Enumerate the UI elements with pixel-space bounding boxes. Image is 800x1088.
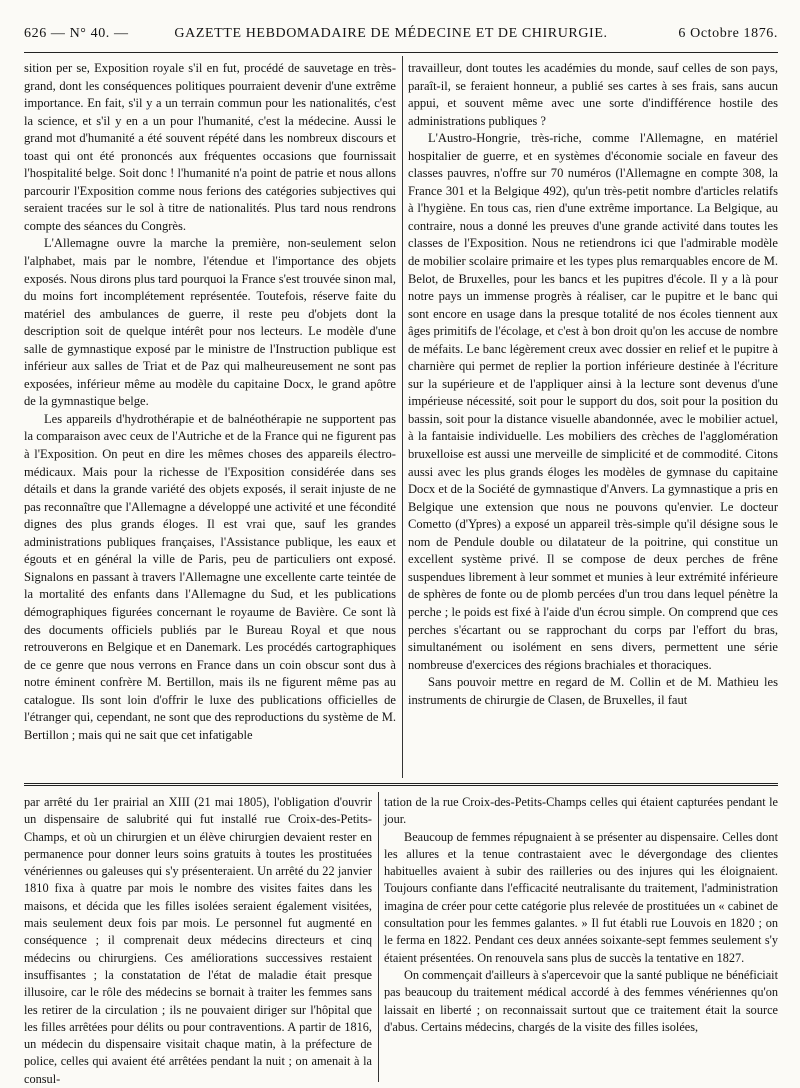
paragraph: On commençait d'ailleurs à s'apercevoir que la santé publique ne bénéficiait pas beaucoup du traitement médical accordé à des femmes vénériennes qu'on laissait en liberté ; on reconnaissait surtout que ce traitement était la source d'abus. Certains médecins, chargés de la visite des filles isolées,: [384, 967, 778, 1034]
column-divider: [378, 792, 379, 1082]
upper-right-column: [408, 60, 778, 709]
paragraph: Sans pouvoir mettre en regard de M. Collin et de M. Mathieu les instruments de chirurgie de Clasen, de Bruxelles, il faut: [408, 675, 778, 707]
page-header: [24, 26, 778, 48]
lower-right-column: [384, 794, 778, 1036]
paragraph: travailleur, dont toutes les académies du monde, sauf celles de son pays, paraît-il, se feraient honneur, a publié ses cartes à ses frais, sans aucun appui, et souvent même avec une sorte d'indifférence hostile des administrations publiques ?: [408, 61, 778, 128]
journal-title: GAZETTE HEBDOMADAIRE DE MÉDECINE ET DE CHIRURGIE.: [174, 26, 608, 41]
page-number: 626 — N° 40. —: [24, 26, 129, 41]
paragraph: L'Allemagne ouvre la marche la première, non-seulement selon l'alphabet, mais par le nombre, l'étendue et l'importance des objets exposés. Nous dirons plus tard pourquoi la France s'est trouvée sinon mal, du moins fort incomplétement représentée. Toutefois, réserve faite du matériel des ambulances de guerre, il reste peu d'objets dont la description soit de quelque intérêt pour nos lecteurs. Le modèle d'une salle de gymnastique exposé par le ministre de l'Instruction publique est inférieur aux salles de Triat et de Paz qui malheureusement ne sont pas exposées, inférieur même au modèle du capitaine Docx, le grand apôtre de la gymnastique belge.: [24, 236, 396, 409]
header-rule: [24, 52, 778, 53]
paragraph: sition per se, Exposition royale s'il en fut, procédé de sauvetage en très-grand, dont les conséquences politiques pourraient devenir d'une extrême importance. En fait, s'il y a un terrain commun pour les nationalités, c'est la science, et s'il y en a un pour l'humanité, c'est la médecine. Aussi le grand mot d'humanité a été souvent répété dans les nombreux discours et toast qui ont été prononcés aux fréquentes occasions que fournissait l'hospitalité belge. Soit donc ! l'humanité n'a point de patrie et nous allons parcourir l'Exposition comme nous ferions des catégories subjectives qui seraient tracées sur le sol à titre de nationalités. Plus tard nous rendrons compte des séances du Congrès.: [24, 61, 396, 233]
paragraph: Les appareils d'hydrothérapie et de balnéothérapie ne supportent pas la comparaison avec ceux de l'Autriche et de la France qui ne figurent pas à l'Exposition. On peut en dire les mêmes choses des appareils électro-médicaux. Mais pour la richesse de l'Exposition considérée dans ses détails et dans la grande variété des objets exposés, il serait injuste de ne pas reconnaître que l'Allemagne a développé une activité et une fécondité dignes des plus grands éloges. Il est vrai que, sauf les grandes administrations publiques françaises, l'Assistance publique, les eaux et égouts et en général la ville de Paris, peu de particuliers ont exposé. Signalons en passant à travers l'Allemagne une excellente carte teintée de la mortalité des enfants dans l'Allemagne du Sud, et les publications démographiques figurées concernant le royaume de Bavière. Ce sont là des documents officiels publiés par le Bureau Royal et que nous retrouverons en Belgique et en Danemark. Les procédés cartographiques de ce genre que nous verrons en France dans un coin obscur sont dus à notre éminent confrère M. Bertillon, mais ils ne figurent même pas au catalogue. Ils sont loin d'offrir le luxe des publications officielles de l'étranger qui, cependant, ne sont que des reproductions du système de M. Bertillon ; mais qui ne sait que cet infatigable: [24, 411, 396, 742]
paragraph: tation de la rue Croix-des-Petits-Champs celles qui étaient capturées pendant le jour.: [384, 795, 778, 827]
paragraph: L'Austro-Hongrie, très-riche, comme l'Allemagne, en matériel hospitalier de guerre, et en systèmes d'économie sociale en faveur des classes pauvres, n'offre sur 70 numéros (l'Allemagne en compte 308, la France 301 et la Belgique 492), qu'un très-petit nombre d'articles relatifs à l'hygiène. En tous cas, rien d'une extrême importance. La Belgique, au contraire, nous a donné les preuves d'une grande activité dans toutes les classes de l'Exposition. Nous ne retiendrons ici que l'admirable modèle de mobilier scolaire primaire et les types plus remarquables encore de M. Belot, de Bruxelles, pour les bancs et les pupitres d'école. Il y a là pour notre pays un immense progrès à réaliser, car le pupitre et le banc qui sont encore en usage dans la presque totalité de nos écoles tiennent aux âges primitifs de l'écolage, et c'est à bon droit qu'on les accuse de nombre de méfaits. Le banc légèrement creux avec dossier en relief et le pupitre à charnière qui permet de replier la portion inférieure destinée à l'écriture sur la supérieure et de l'appliquer ainsi à la lecture sont devenus d'une impérieuse nécessité, soit pour le support du dos, soit pour la position du bassin, soit pour la distance visuelle abandonnée, avec le mobilier actuel, à la fantaisie individuelle. Les mobiliers des crèches de l'agglomération bruxelloise est aussi une merveille de simplicité et de commodité. Citons aussi avec les plus grands éloges les modèles de gymnase du capitaine Docx et de la Société de gymnastique d'Anvers. La gymnastique a pris en Belgique une extension que nous ne pouvons qu'envier. Le docteur Cometto (d'Ypres) a exposé un appareil très-simple qu'il désigne sous le nom de Pendule double ou dilatateur de la poitrine, qui constitue un excellent système privé. Il se compose de deux perches de frêne suspendues librement à leur sommet et munies à leur extrémité inférieure de sphères de fonte ou de plomb percées d'un trou dans lequel pénètre la perche ; le poids est fixé à l'aide d'un écrou simple. On comprend que ces perches s'écartant ou se rapprochant du corps par l'effort du bras, simultanément ou isolément en sens divers, permettent une série nombreuse d'exercices des régions brachiales et thoraciques.: [408, 131, 778, 672]
issue-date: 6 Octobre 1876.: [678, 26, 778, 41]
paragraph: par arrêté du 1er prairial an XIII (21 mai 1805), l'obligation d'ouvrir un dispensaire de salubrité qui fut installé rue Croix-des-Petits-Champs, et où un chirurgien et un élève chirurgien devaient rester en permanence pour donner leurs soins gratuits à toutes les prostituées vénériennes ou galeuses qui s'y présenteraient. Un arrêté du 22 janvier 1810 fixa à quatre par mois le nombre des visites faites dans les maisons, et décida que les filles isolées seraient également visitées, mais seulement deux fois par mois. Le personnel fut augmenté en conséquence ; il comprenait deux médecins directeurs et cinq médecins ou chirurgiens. Ces améliorations successives restaient insuffisantes ; la constatation de l'état de maladie était presque illusoire, car le rôle des médecins se bornait à traiter les femmes sans les retirer de la circulation ; ils ne pouvaient diriger sur l'hôpital que les filles arrêtées pour délits ou pour contraventions. A partir de 1816, un médecin du dispensaire visitait chaque matin, à la préfecture de police, celles qui avaient été arrêtées pendant la nuit ; on amenait à la consul-: [24, 795, 372, 1086]
column-divider: [402, 56, 403, 778]
feuilleton-separator: [24, 783, 778, 786]
paragraph: Beaucoup de femmes répugnaient à se présenter au dispensaire. Celles dont les allures et la tenue contrastaient avec le dévergondage des clientes habituelles avaient à subir des railleries ou des injures qui les éloignaient. Toujours confiante dans l'efficacité neutralisante du traitement, l'administration imagina de créer pour cette catégorie plus relevée de prostituées un « cabinet de consultation pour les femmes galantes. » Il fut établi rue Louvois en 1820 ; on le ferma en 1822. Pendant ces deux années soixante-sept femmes seulement s'y étaient présentées. On renouvela sans plus de succès la tentative en 1827.: [384, 829, 778, 965]
upper-left-column: [24, 60, 396, 744]
lower-left-column: [24, 794, 372, 1088]
